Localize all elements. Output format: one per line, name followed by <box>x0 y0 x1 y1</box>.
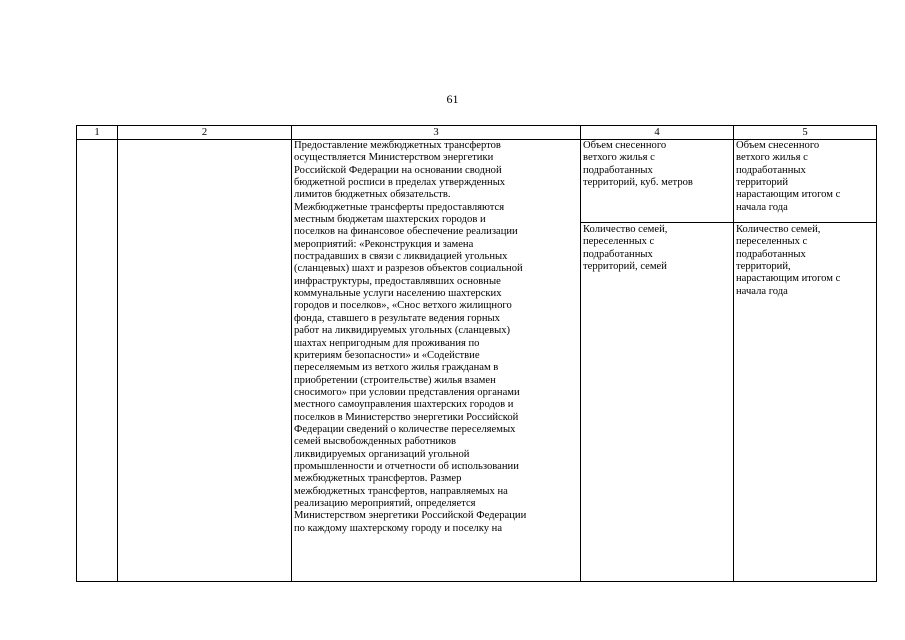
header-col-3: 3 <box>292 126 581 140</box>
header-col-2: 2 <box>118 126 292 140</box>
cell-col-1 <box>77 140 118 582</box>
indicator-text: Объем снесенного ветхого жилья с подработанных территорий нарастающим итогом с начала года <box>736 140 841 213</box>
header-col-1: 1 <box>77 126 118 140</box>
cell-col-3 <box>292 140 581 582</box>
cell-col-5 <box>734 140 877 582</box>
indicator-text: Объем снесенного ветхого жилья с подработанных территорий, куб. метров <box>583 140 693 189</box>
cell-col-2 <box>118 140 292 582</box>
indicator-demolished-volume-cumulative <box>734 140 876 223</box>
indicator-text: Количество семей, переселенных с подработанных территорий, нарастающим итогом с начала года <box>736 224 841 297</box>
indicator-text: Количество семей, переселенных с подработанных территорий, семей <box>583 224 668 273</box>
indicator-families-resettled <box>583 223 731 273</box>
page-number: 61 <box>446 92 459 106</box>
indicator-demolished-volume <box>581 140 733 223</box>
indicator-families-resettled-cumulative <box>736 223 874 298</box>
cell-col-4 <box>581 140 734 582</box>
document-table <box>76 125 877 582</box>
table-header-row <box>77 126 877 140</box>
header-col-4: 4 <box>581 126 734 140</box>
header-col-5: 5 <box>734 126 877 140</box>
table-row <box>77 140 877 582</box>
description-text: Предоставление межбюджетных трансфертов осуществляется Министерством энергетики Российской Федерации на основании сводной бюджетной росписи в пределах утвержденных лимитов бюджетных обязательств. Межбюджетные трансферты предоставляются местным бюджетам шахтерских городов и поселков на финансовое обеспечение реализации мероприятий: «Реконструкция и замена пострадавших в связи с ликвидацией угольных (сланцевых) шахт и разрезов объектов социальной инфраструктуры, предоставлявших основные коммунальные услуги населению шахтерских городов и поселков», «Снос ветхого жилищного фонда, ставшего в результате ведения горных работ на ликвидируемых угольных (сланцевых) шахтах непригодным для проживания по критериям безопасности» и «Содействие переселяемым из ветхого жилья гражданам в приобретении (строительстве) жилья взамен сносимого» при условии представления органами местного самоуправления шахтерских городов и поселков в Министерство энергетики Российской Федерации сведений о количестве переселяемых семей высвобожденных работников ликвидируемых организаций угольной промышленности и отчетности об использовании межбюджетных трансфертов. Размер межбюджетных трансфертов, направляемых на реализацию мероприятий, определяется Министерством энергетики Российской Федерации по каждому шахтерскому городу и поселку на <box>294 140 527 534</box>
